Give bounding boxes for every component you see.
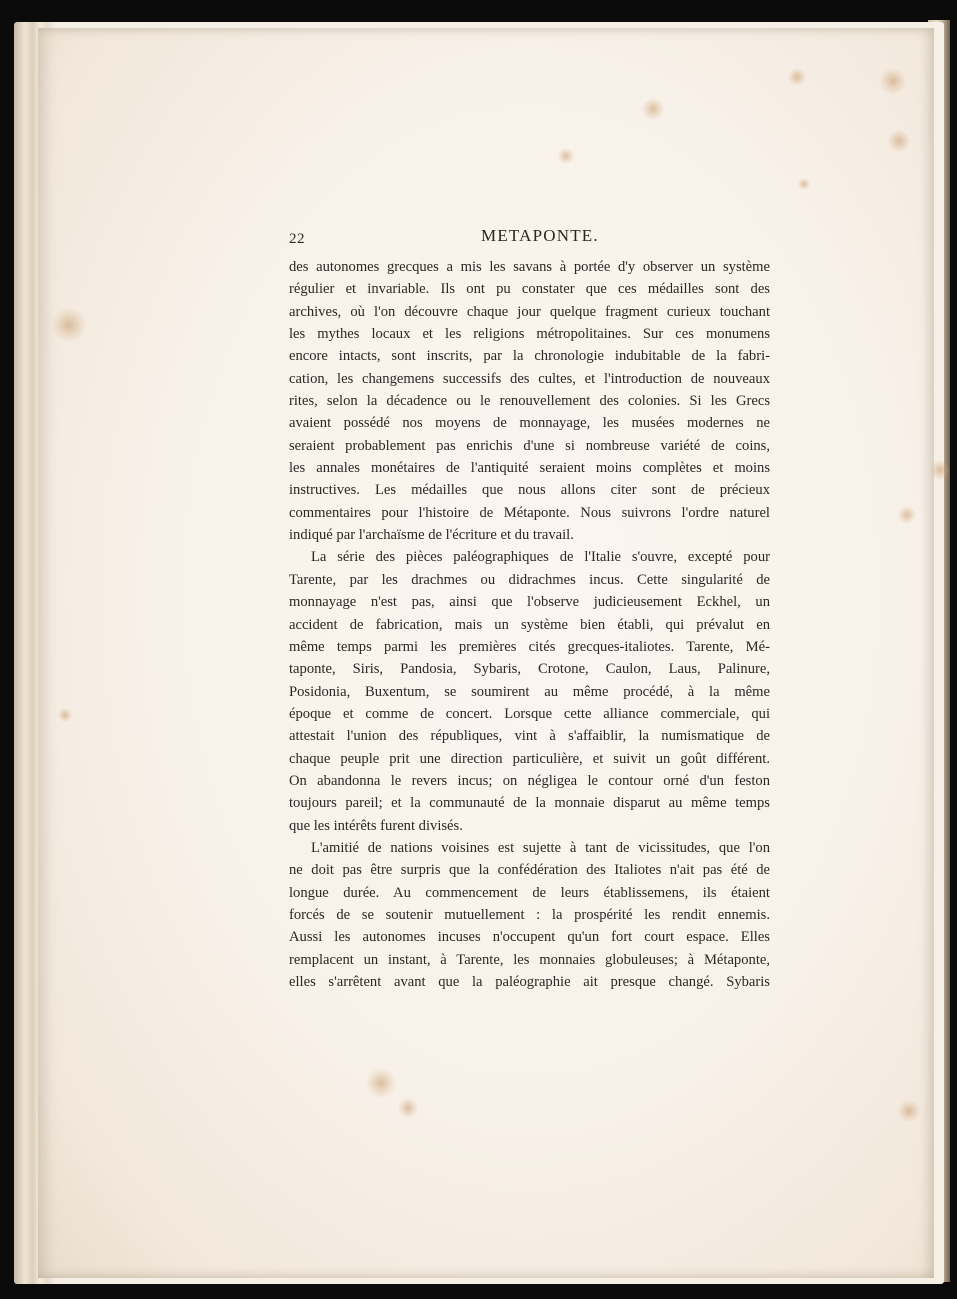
text-line: Posidonia, Buxentum, se soumirent au même procédé, à la même xyxy=(289,683,770,700)
text-line: taponte, Siris, Pandosia, Sybaris, Crotone, Caulon, Laus, Palinure, xyxy=(289,661,770,678)
text-line: Tarente, par les drachmes ou didrachmes incus. Cette singularité de xyxy=(289,571,770,588)
foxing-spot xyxy=(888,130,910,152)
text-line: forcés de se soutenir mutuellement : la prospérité les rendit ennemis. xyxy=(289,906,770,923)
text-line: accident de fabrication, mais un système bien établi, qui prévalut en xyxy=(289,616,770,633)
text-line: même temps parmi les premières cités grecques-italiotes. Tarente, Mé- xyxy=(289,638,770,655)
foxing-spot xyxy=(642,98,664,120)
text-line: On abandonna le revers incus; on négligea le contour orné d'un feston xyxy=(289,772,770,789)
text-line: époque et comme de concert. Lorsque cette alliance commerciale, qui xyxy=(289,705,770,722)
foxing-spot xyxy=(798,178,810,190)
text-line: longue durée. Au commencement de leurs établissemens, ils étaient xyxy=(289,884,770,901)
text-line: avaient possédé nos moyens de monnayage, les musées modernes ne xyxy=(289,415,770,432)
paragraph xyxy=(289,256,770,546)
text-line: attestait l'union des républiques, vint à s'affaiblir, la numismatique de xyxy=(289,728,770,745)
page-header xyxy=(289,226,599,254)
text-line: elles s'arrêtent avant que la paléographie ait presque changé. Sybaris xyxy=(289,974,770,990)
text-line: des autonomes grecques a mis les savans à portée d'y observer un système xyxy=(289,259,770,275)
text-line: indiqué par l'archaïsme de l'écriture et du travail. xyxy=(289,527,574,544)
paragraph xyxy=(289,837,770,993)
text-line: L'amitié de nations voisines est sujette à tant de vicissitudes, que l'on xyxy=(311,839,770,856)
text-line: cation, les changemens successifs des cultes, et l'introduction de nouveaux xyxy=(289,370,770,387)
text-line: remplacent un instant, à Tarente, les monnaies globuleuses; à Métaponte, xyxy=(289,951,770,968)
text-line: ne doit pas être surpris que la confédération des Italiotes n'ait pas été de xyxy=(289,862,770,879)
text-line: régulier et invariable. Ils ont pu constater que ces médailles sont des xyxy=(289,281,770,298)
foxing-spot xyxy=(930,460,950,480)
text-line: toujours pareil; et la communauté de la monnaie disparut au même temps xyxy=(289,795,770,812)
text-line: les annales monétaires de l'antiquité seraient moins complètes et moins xyxy=(289,460,770,477)
paragraph xyxy=(289,546,770,836)
text-line: rites, selon la décadence ou le renouvellement des colonies. Si les Grecs xyxy=(289,393,770,410)
text-line: les mythes locaux et les religions métropolitaines. Sur ces monumens xyxy=(289,326,770,343)
running-title: METAPONTE. xyxy=(481,226,599,245)
text-line: archives, où l'on découvre chaque jour quelque fragment curieux touchant xyxy=(289,303,770,320)
text-line: La série des pièces paléographiques de l'Italie s'ouvre, excepté pour xyxy=(311,549,770,566)
foxing-spot xyxy=(788,68,806,86)
body-text xyxy=(289,256,770,993)
text-line: Aussi les autonomes incuses n'occupent qu'un fort court espace. Elles xyxy=(289,929,770,946)
text-line: seraient probablement pas enrichis d'une si nombreuse variété de coins, xyxy=(289,437,770,454)
foxing-spot xyxy=(398,1098,418,1118)
foxing-spot xyxy=(366,1068,396,1098)
page-number: 22 xyxy=(289,231,305,247)
foxing-spot xyxy=(898,506,916,524)
text-line: instructives. Les médailles que nous allons citer sont de précieux xyxy=(289,482,770,499)
foxing-spot xyxy=(52,308,86,342)
text-line: commentaires pour l'histoire de Métaponte. Nous suivrons l'ordre naturel xyxy=(289,504,770,521)
text-line: chaque peuple prit une direction particulière, et suivit un goût différent. xyxy=(289,750,770,767)
text-line: que les intérêts furent divisés. xyxy=(289,817,463,834)
foxing-spot xyxy=(898,1100,920,1122)
foxing-spot xyxy=(558,148,574,164)
foxing-spot xyxy=(58,708,72,722)
text-line: monnayage n'est pas, ainsi que l'observe judicieusement Eckhel, un xyxy=(289,594,770,611)
text-line: encore intacts, sont inscrits, par la chronologie indubitable de la fabri- xyxy=(289,348,770,365)
foxing-spot xyxy=(880,68,906,94)
